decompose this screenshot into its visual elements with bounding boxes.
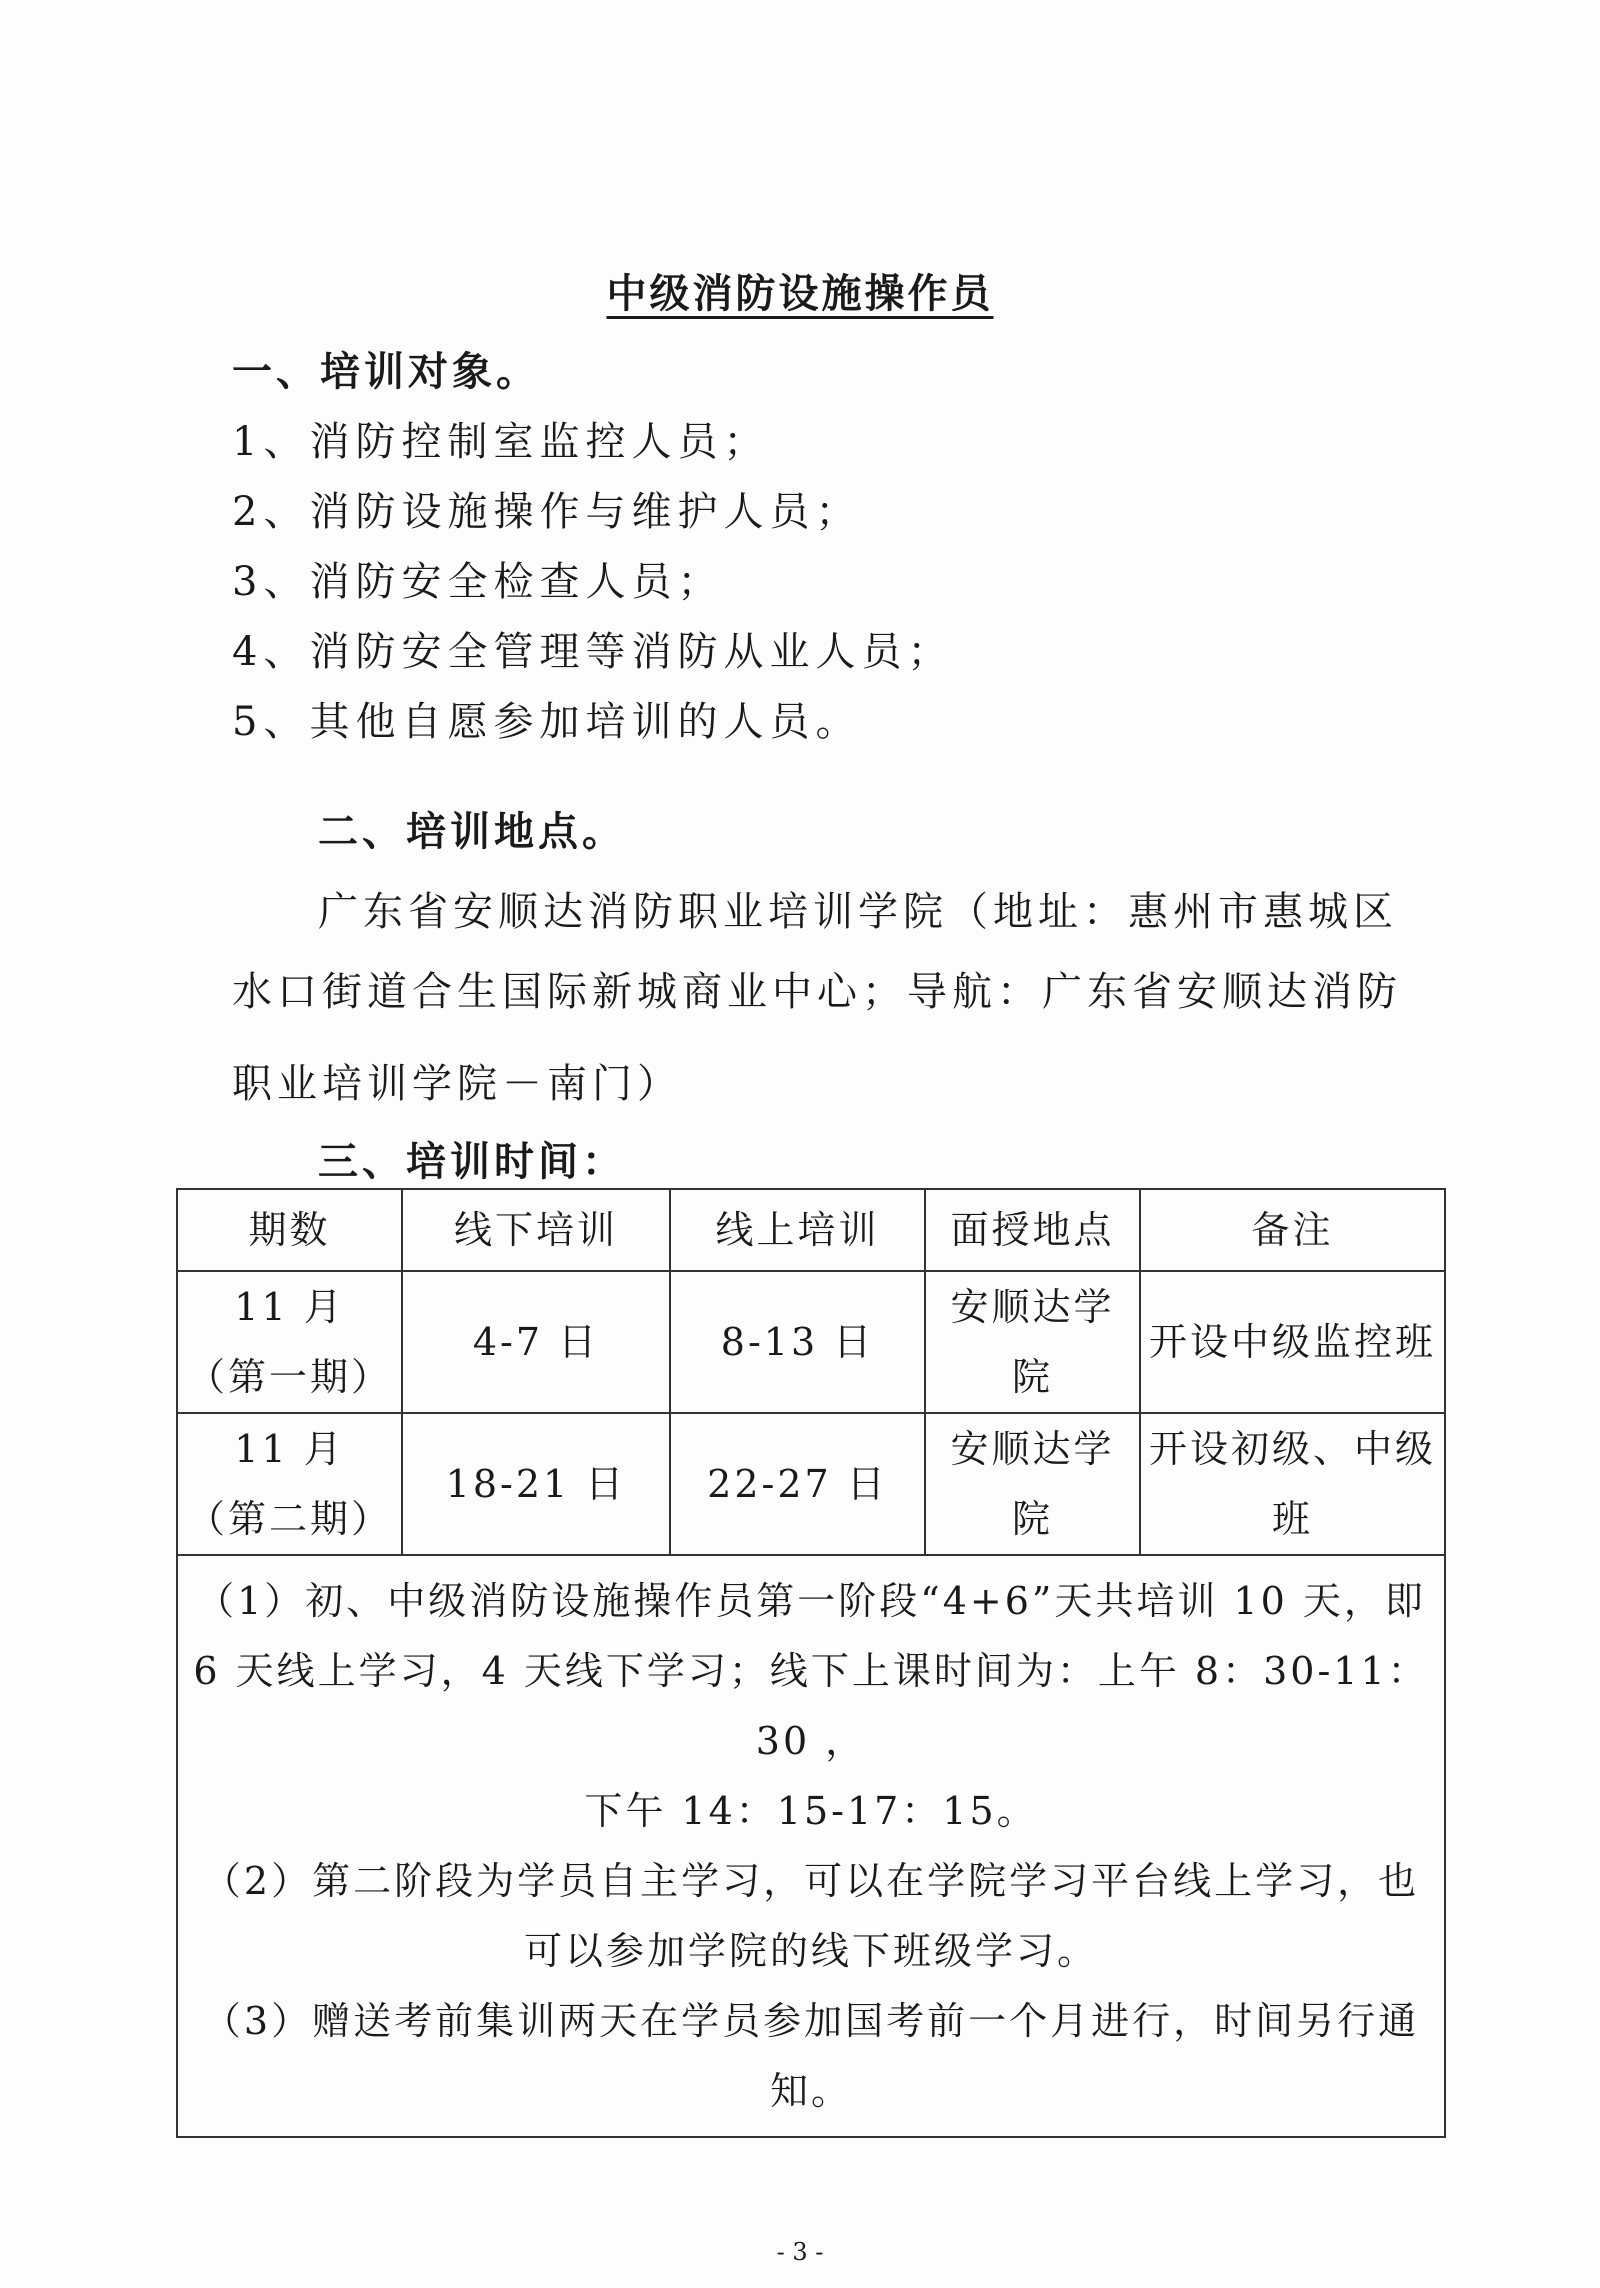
target-item-5: 5、其他自愿参加培训的人员。 <box>232 699 862 745</box>
table-row <box>177 1271 1445 1413</box>
table-header-row <box>177 1189 1445 1271</box>
section-2-heading: 二、培训地点。 <box>318 808 626 855</box>
section-3-heading: 三、培训时间： <box>318 1138 626 1185</box>
note-line: 下午 14：15-17：15。 <box>584 1789 1038 1833</box>
section-1-heading: 一、培训对象。 <box>232 348 540 395</box>
table-row <box>177 1413 1445 1555</box>
header-online: 线上培训 <box>670 1189 925 1271</box>
target-item-3: 3、消防安全检查人员； <box>232 559 724 605</box>
cell-period <box>177 1271 402 1413</box>
cell-note: 开设中级监控班 <box>1140 1271 1445 1413</box>
schedule-table <box>176 1188 1446 2138</box>
note-line: 6 天线上学习，4 天线下学习；线下上课时间为：上午 8：30-11：30 ， <box>193 1649 1429 1763</box>
period-month: 11 月 <box>234 1285 345 1329</box>
cell-note: 开设初级、中级班 <box>1140 1413 1445 1555</box>
address-line-3: 职业培训学院－南门） <box>232 1061 682 1107</box>
target-item-4: 4、消防安全管理等消防从业人员； <box>232 629 954 675</box>
cell-location: 安顺达学院 <box>925 1271 1140 1413</box>
address-line-2: 水口街道合生国际新城商业中心；导航：广东省安顺达消防 <box>232 969 1402 1015</box>
note-line: （1）初、中级消防设施操作员第一阶段“4+6”天共培训 10 天，即 <box>196 1579 1426 1623</box>
target-item-2: 2、消防设施操作与维护人员； <box>232 489 862 535</box>
table-notes-row <box>177 1555 1445 2137</box>
header-location: 面授地点 <box>925 1189 1140 1271</box>
cell-offline: 4-7 日 <box>402 1271 670 1413</box>
cell-period <box>177 1413 402 1555</box>
notes-cell <box>177 1555 1445 2137</box>
period-term: （第一期） <box>186 1355 392 1399</box>
cell-location: 安顺达学院 <box>925 1413 1140 1555</box>
document-title-text: 中级消防设施操作员 <box>606 270 994 317</box>
note-line: 知。 <box>769 2069 852 2113</box>
cell-online: 22-27 日 <box>670 1413 925 1555</box>
header-period: 期数 <box>177 1189 402 1271</box>
address-line-1: 广东省安顺达消防职业培训学院（地址：惠州市惠城区 <box>318 889 1398 935</box>
note-line: 可以参加学院的线下班级学习。 <box>523 1929 1098 1973</box>
period-month: 11 月 <box>234 1427 345 1471</box>
page-number: - 3 - <box>776 2238 824 2266</box>
target-item-1: 1、消防控制室监控人员； <box>232 419 770 465</box>
cell-online: 8-13 日 <box>670 1271 925 1413</box>
document-title <box>0 262 1600 319</box>
note-line: （2）第二阶段为学员自主学习，可以在学院学习平台线上学习，也 <box>202 1859 1420 1903</box>
note-line: （3）赠送考前集训两天在学员参加国考前一个月进行，时间另行通 <box>202 1999 1420 2043</box>
header-offline: 线下培训 <box>402 1189 670 1271</box>
header-note: 备注 <box>1140 1189 1445 1271</box>
period-term: （第二期） <box>186 1497 392 1541</box>
cell-offline: 18-21 日 <box>402 1413 670 1555</box>
